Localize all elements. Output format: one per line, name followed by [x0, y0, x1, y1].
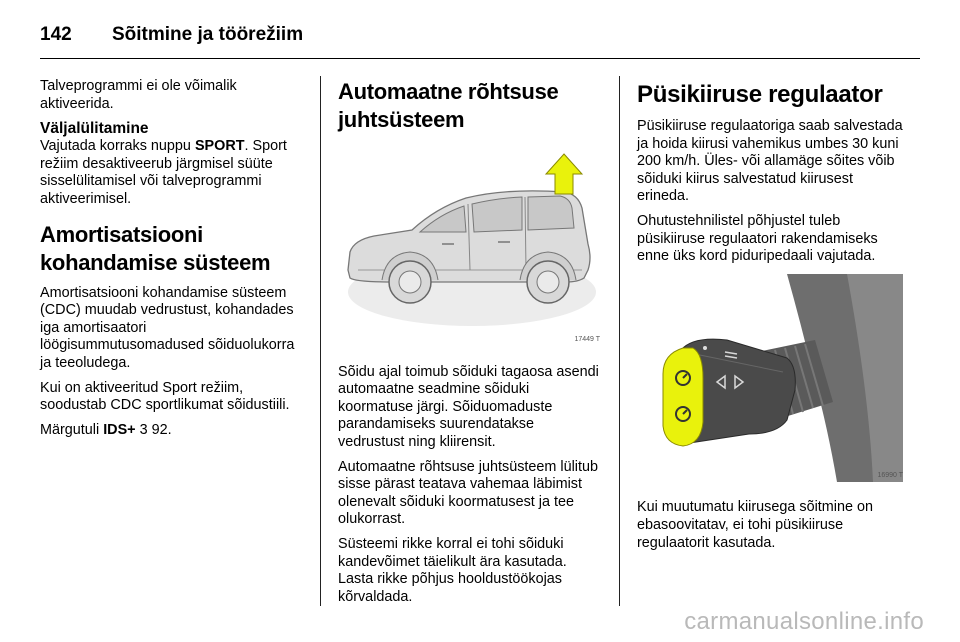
page-ref: 92.	[147, 421, 172, 438]
intro-text: Talveprogrammi ei ole võimalik aktiveerida.	[40, 78, 237, 112]
leveling-paragraph: Automaatne rõhtsuse juhtsüsteem lülitub sisse pärast teatava vahemaa läbimist olenevalt sõiduki koormatusest ja tee olukorrast.	[338, 458, 598, 528]
cdc-paragraph: Kui on aktiveeritud Sport režiim, soodustab CDC sportlikumat sõidustiili.	[40, 379, 290, 414]
cruise-paragraph: Ohutustehnilistel põhjustel tuleb püsikiiruse regulaatori rakendamiseks enne üks kord piduripedaali vajutada.	[637, 212, 878, 265]
header-rule	[40, 58, 920, 59]
page-number: 142	[40, 24, 72, 45]
watermark: carmanualsonline.info	[684, 608, 924, 635]
cruise-control-lever-icon	[637, 274, 903, 482]
ids-plus-label: IDS+	[103, 421, 136, 438]
leveling-paragraph: Süsteemi rikke korral ei tohi sõiduki kandevõimet täielikult ära kasutada. Lasta rikke põhjus hooldustöökojas kõrvaldada.	[338, 535, 567, 605]
section-title: Sõitmine ja töörežiim	[112, 24, 304, 45]
deactivation-heading: Väljalülitamine	[40, 120, 149, 138]
figure-code: 16990 T	[877, 471, 903, 479]
leveling-paragraph: Sõidu ajal toimub sõiduki tagaosa asendi automaatne seadmine sõiduki koormatuse järgi. Sõiduomaduste parandamiseks suurendatakse vedrustust ning kliirensit.	[338, 363, 599, 450]
cruise-lever-illustration	[637, 274, 905, 488]
figure-code: 17449 T	[574, 336, 600, 343]
deactivation-text: Vajutada korraks nuppu SPORT. Sport režiim desaktiveerub järgmisel süüte sisselülitamisel või talveprogrammi aktiveerimisel.	[40, 138, 287, 207]
cruise-control-heading: Püsikiiruse regulaator	[637, 81, 883, 108]
car-leveling-illustration	[338, 146, 602, 352]
cruise-paragraph: Püsikiiruse regulaatoriga saab salvestada ja hoida kiirusi vahemikus umbes 30 kuni 200 km/h. Üles- või allamäge sõites võib sõiduki kiirus salvestatud kiirusest erineda.	[637, 118, 903, 205]
column-middle	[338, 78, 602, 613]
indicator-reference: Märgutuli IDS+ 3 92.	[40, 421, 172, 438]
column-right	[637, 78, 905, 559]
column-divider	[619, 76, 620, 606]
cruise-paragraph: Kui muutumatu kiirusega sõitmine on ebasoovitatav, ei tohi püsikiiruse regulaatorit kasutada.	[637, 499, 873, 551]
page-ref-arrow-icon: 3	[139, 421, 148, 438]
sport-button-name: SPORT	[194, 138, 245, 155]
column-divider	[320, 76, 321, 606]
car-side-view-icon	[338, 146, 602, 346]
column-left	[40, 78, 302, 446]
cdc-heading: Amortisatsiooni kohandamise süsteem	[40, 221, 271, 275]
cdc-paragraph: Amortisatsiooni kohandamise süsteem (CDC) muudab vedrustust, kohandades iga amortisaatori löögisummutusomadused sõiduolukorra ja teeoludega.	[40, 284, 295, 371]
leveling-heading: Automaatne rõhtsuse juhtsüsteem	[338, 79, 559, 132]
page-header	[40, 18, 303, 52]
